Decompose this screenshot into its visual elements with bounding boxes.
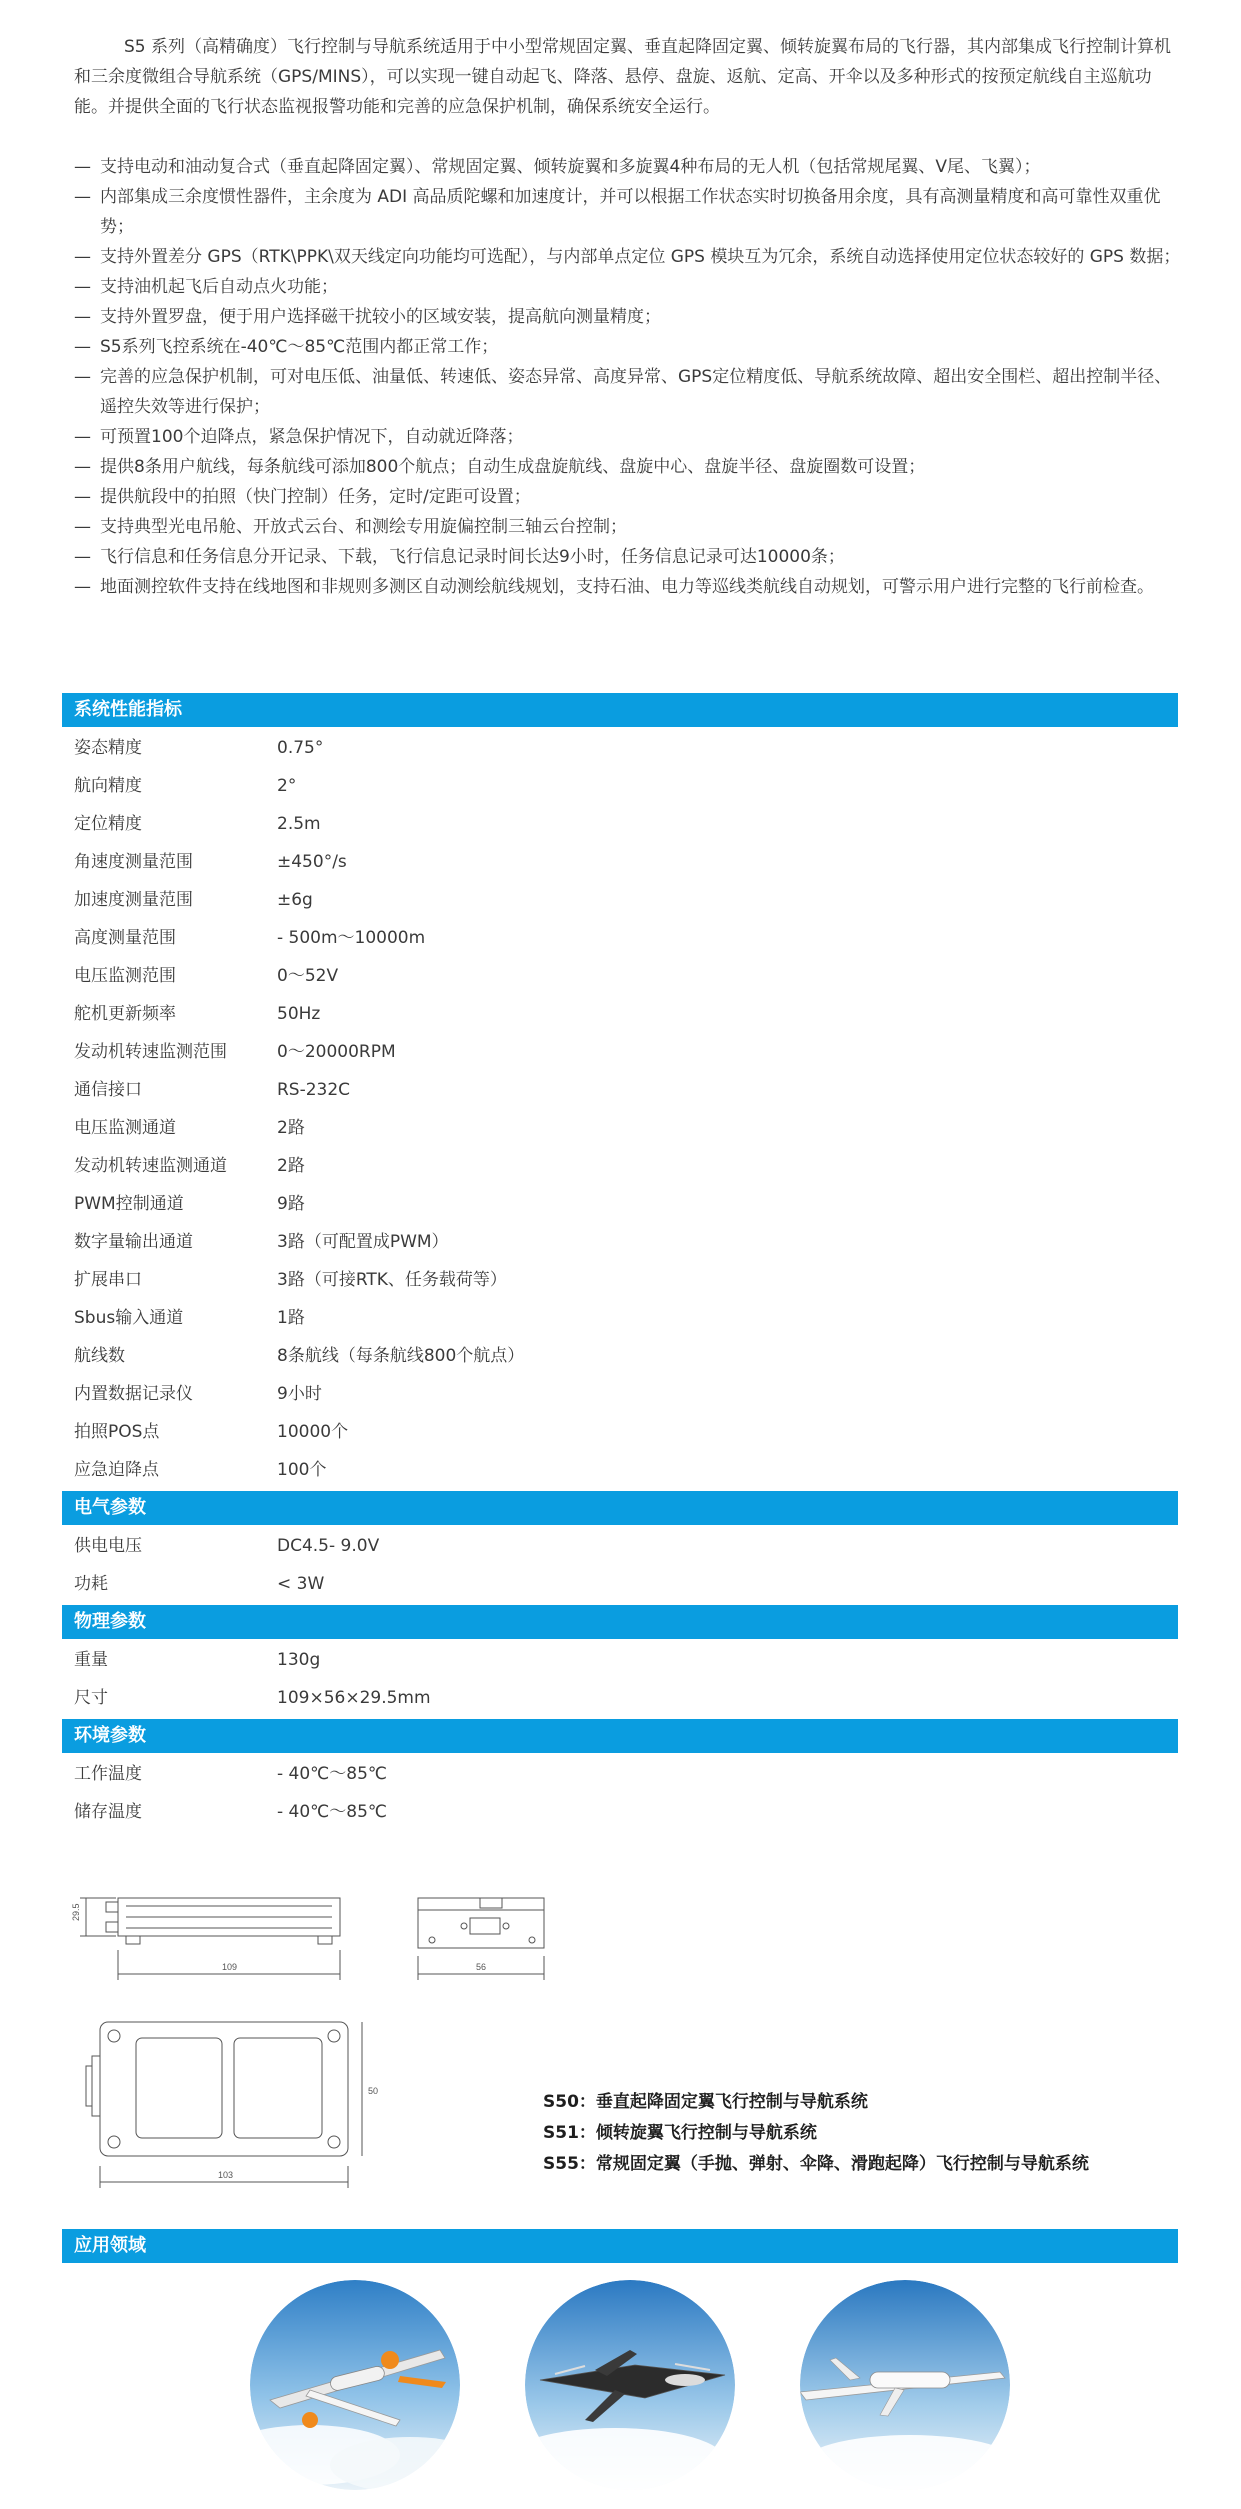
- side-view-drawing: [66, 1880, 376, 1990]
- feature-list: [74, 152, 1184, 602]
- dash-marker: —: [74, 367, 91, 387]
- section-header-applications: 应用领域: [62, 2229, 1178, 2263]
- spec-row: 应急迫降点 100个: [74, 1460, 327, 1480]
- section-header-physical: 物理参数: [62, 1605, 1178, 1639]
- spec-row: 工作温度 - 40℃～85℃: [74, 1764, 387, 1784]
- model-item: S50：垂直起降固定翼飞行控制与导航系统: [543, 2092, 868, 2112]
- fixed-wing-aircraft-photo: [800, 2280, 1010, 2490]
- spec-row: 供电电压 DC4.5- 9.0V: [74, 1536, 380, 1556]
- spec-row: 航线数 8条航线（每条航线800个航点）: [74, 1346, 525, 1366]
- spec-row: 尺寸 109×56×29.5mm: [74, 1688, 431, 1708]
- spec-row: 储存温度 - 40℃～85℃: [74, 1802, 387, 1822]
- feature-item: — 提供航段中的拍照（快门控制）任务，定时/定距可设置；: [74, 482, 1184, 512]
- feature-item: — 支持油机起飞后自动点火功能；: [74, 272, 1184, 302]
- spec-row: 拍照POS点 10000个: [74, 1422, 349, 1442]
- feature-item: — 支持外置差分 GPS（RTK\PPK\双天线定向功能均可选配），与内部单点定位 GPS 模块互为冗余，系统自动选择使用定位状态较好的 GPS 数据；: [74, 242, 1184, 272]
- spec-row: 舵机更新频率 50Hz: [74, 1004, 321, 1024]
- section-header-electrical: 电气参数: [62, 1491, 1178, 1525]
- dash-marker: —: [74, 487, 91, 507]
- dash-marker: —: [74, 577, 91, 597]
- spec-row: 角速度测量范围 ±450°/s: [74, 852, 347, 872]
- tiltrotor-aircraft-photo: [525, 2280, 735, 2490]
- dash-marker: —: [74, 517, 91, 537]
- dash-marker: —: [74, 187, 91, 207]
- spec-row: 姿态精度 0.75°: [74, 738, 324, 758]
- spec-row: 功耗 < 3W: [74, 1574, 325, 1594]
- spec-row: 电压监测范围 0～52V: [74, 966, 339, 986]
- top-view-drawing: [82, 2016, 382, 2196]
- model-item: S51：倾转旋翼飞行控制与导航系统: [543, 2123, 817, 2143]
- spec-row: 电压监测通道 2路: [74, 1118, 305, 1138]
- feature-item: — S5系列飞控系统在-40℃～85℃范围内都正常工作；: [74, 332, 1184, 362]
- spec-row: 发动机转速监测范围 0～20000RPM: [74, 1042, 396, 1062]
- spec-row: 重量 130g: [74, 1650, 321, 1670]
- dash-marker: —: [74, 547, 91, 567]
- dim-length: 109: [222, 1962, 238, 1972]
- spec-row: 高度测量范围 - 500m～10000m: [74, 928, 426, 948]
- feature-item: — 可预置100个迫降点，紧急保护情况下，自动就近降落；: [74, 422, 1184, 452]
- feature-item: — 提供8条用户航线，每条航线可添加800个航点；自动生成盘旋航线、盘旋中心、盘旋半径、盘旋圈数可设置；: [74, 452, 1184, 482]
- spec-row: 扩展串口 3路（可接RTK、任务载荷等）: [74, 1270, 507, 1290]
- dash-marker: —: [74, 457, 91, 477]
- dim-height: 29.5: [71, 1903, 81, 1921]
- feature-item: — 完善的应急保护机制，可对电压低、油量低、转速低、姿态异常、高度异常、GPS定位精度低、导航系统故障、超出安全围栏、超出控制半径、遥控失效等进行保护；: [74, 362, 1184, 422]
- feature-item: — 飞行信息和任务信息分开记录、下载，飞行信息记录时间长达9小时，任务信息记录可达10000条；: [74, 542, 1184, 572]
- end-view-drawing: [412, 1890, 562, 1990]
- application-gallery: [250, 2280, 1010, 2500]
- spec-row: 内置数据记录仪 9小时: [74, 1384, 322, 1404]
- dash-marker: —: [74, 427, 91, 447]
- dash-marker: —: [74, 307, 91, 327]
- spec-row: 发动机转速监测通道 2路: [74, 1156, 305, 1176]
- feature-item: — 内部集成三余度惯性器件，主余度为 ADI 高品质陀螺和加速度计，并可以根据工作状态实时切换备用余度，具有高测量精度和高可靠性双重优势；: [74, 182, 1184, 242]
- dim-body-length: 103: [218, 2170, 234, 2180]
- spec-row: PWM控制通道 9路: [74, 1194, 305, 1214]
- section-header-environment: 环境参数: [62, 1719, 1178, 1753]
- spec-row: 定位精度 2.5m: [74, 814, 321, 834]
- dim-body-width: 50: [368, 2086, 379, 2096]
- feature-item: — 地面测控软件支持在线地图和非规则多测区自动测绘航线规划，支持石油、电力等巡线类航线自动规划，可警示用户进行完整的飞行前检查。: [74, 572, 1184, 602]
- spec-row: 航向精度 2°: [74, 776, 297, 796]
- model-list: [543, 2087, 1089, 2180]
- dash-marker: —: [74, 337, 91, 357]
- section-header-performance: 系统性能指标: [62, 693, 1178, 727]
- spec-row: Sbus输入通道 1路: [74, 1308, 305, 1328]
- spec-row: 加速度测量范围 ±6g: [74, 890, 313, 910]
- intro-paragraph: S5 系列（高精确度）飞行控制与导航系统适用于中小型常规固定翼、垂直起降固定翼、倾转旋翼布局的飞行器，其内部集成飞行控制计算机和三余度微组合导航系统（GPS/MINS），可以实现一键自动起飞、降落、悬停、盘旋、返航、定高、开伞以及多种形式的按预定航线自主巡航功能。并提供全面的飞行状态监视报警功能和完善的应急保护机制，确保系统安全运行。: [74, 37, 1172, 117]
- feature-item: — 支持外置罗盘，便于用户选择磁干扰较小的区域安装，提高航向测量精度；: [74, 302, 1184, 332]
- feature-item: — 支持电动和油动复合式（垂直起降固定翼）、常规固定翼、倾转旋翼和多旋翼4种布局的无人机（包括常规尾翼、V尾、飞翼）；: [74, 152, 1184, 182]
- dash-marker: —: [74, 247, 91, 267]
- dash-marker: —: [74, 277, 91, 297]
- spec-row: 数字量输出通道 3路（可配置成PWM）: [74, 1232, 449, 1252]
- feature-item: — 支持典型光电吊舱、开放式云台、和测绘专用旋偏控制三轴云台控制；: [74, 512, 1184, 542]
- vtol-aircraft-photo: [250, 2280, 460, 2490]
- dim-width: 56: [476, 1962, 487, 1972]
- spec-row: 通信接口 RS-232C: [74, 1080, 351, 1100]
- model-item: S55：常规固定翼（手抛、弹射、伞降、滑跑起降）飞行控制与导航系统: [543, 2154, 1089, 2174]
- dash-marker: —: [74, 157, 91, 177]
